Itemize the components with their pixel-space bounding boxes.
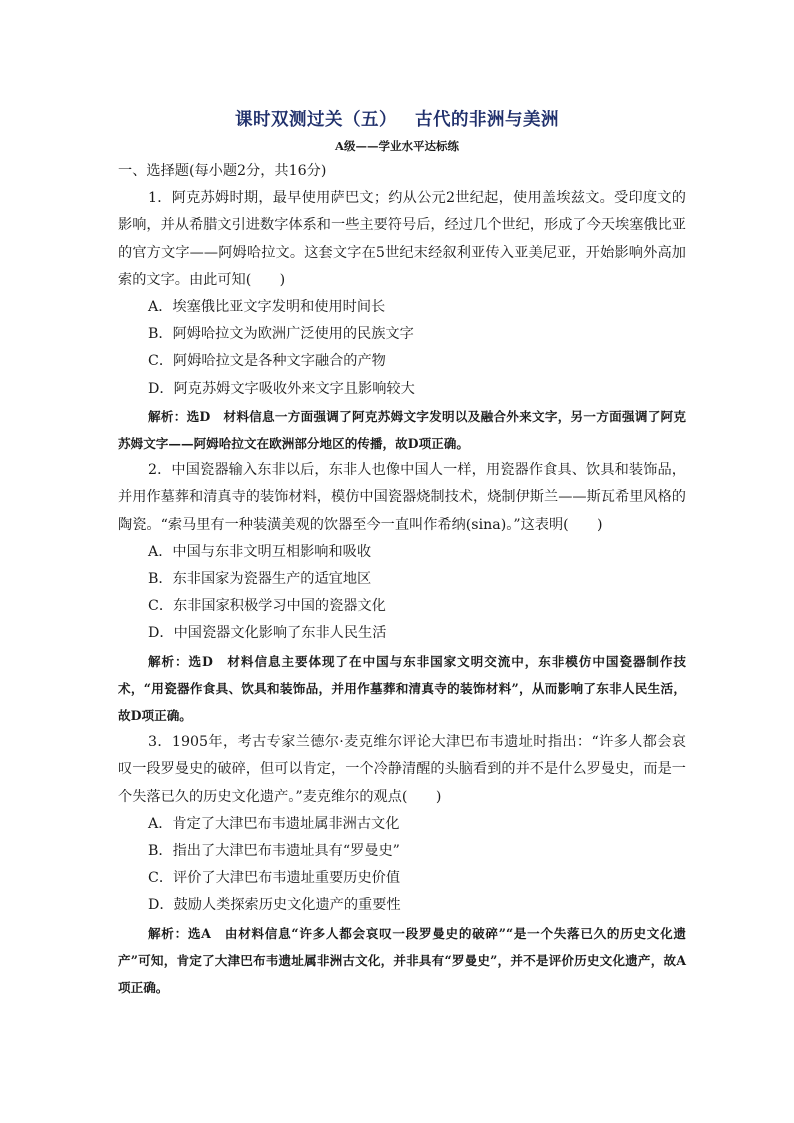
answer-analysis: 解析：选D 材料信息一方面强调了阿克苏姆文字发明以及融合外来文字，另一方面强调了阿克苏姆文字——阿姆哈拉文在欧洲部分地区的传播，故D项正确。 xyxy=(118,408,686,452)
answer-option: C．评价了大津巴布韦遗址重要历史价值 xyxy=(148,870,401,887)
answer-option: C．东非国家积极学习中国的瓷器文化 xyxy=(148,598,386,615)
answer-analysis: 解析：选D 材料信息主要体现了在中国与东非国家文明交流中，东非模仿中国瓷器制作技术，“用瓷器作食具、饮具和装饰品，并用作墓葬和清真寺的装饰材料”，从而影响了东非人民生活，故D项正确。 xyxy=(118,653,686,724)
question-stem: 2．中国瓷器输入东非以后，东非人也像中国人一样，用瓷器作食具、饮具和装饰品，并用作墓葬和清真寺的装饰材料，模仿中国瓷器烧制技术，烧制伊斯兰——斯瓦希里风格的陶瓷。“索马里有一种装潢美观的饮器至今一直叫作希纳(sina)。”这表明( ) xyxy=(118,462,686,533)
question-stem: 3．1905年，考古专家兰德尔·麦克维尔评论大津巴布韦遗址时指出：“许多人都会哀叹一段罗曼史的破碎，但可以肯定，一个冷静清醒的头脑看到的并不是什么罗曼史，而是一个失落已久的历史文化遗产。”麦克维尔的观点( ) xyxy=(118,734,686,805)
answer-option: A．埃塞俄比亚文字发明和使用时间长 xyxy=(148,299,386,316)
page-title xyxy=(0,106,794,131)
content-body xyxy=(118,158,686,1001)
answer-option: A．肯定了大津巴布韦遗址属非洲古文化 xyxy=(148,815,400,832)
answer-option: B．指出了大津巴布韦遗址具有“罗曼史” xyxy=(148,843,400,860)
level-subtitle: A级——学业水平达标练 xyxy=(335,139,459,153)
answer-option: D．鼓励人类探索历史文化遗产的重要性 xyxy=(148,897,401,914)
answer-option: D．中国瓷器文化影响了东非人民生活 xyxy=(148,625,387,642)
answer-analysis: 解析：选A 由材料信息“许多人都会哀叹一段罗曼史的破碎”“是一个失落已久的历史文化遗产”可知，肯定了大津巴布韦遗址属非洲古文化，并非具有“罗曼史”，并不是评价历史文化遗产，故A项正确。 xyxy=(118,925,686,996)
question-stem: 1．阿克苏姆时期，最早使用萨巴文；约从公元2世纪起，使用盖埃兹文。受印度文的影响，并从希腊文引进数字体系和一些主要符号后，经过几个世纪，形成了今天埃塞俄比亚的官方文字——阿姆哈拉文。这套文字在5世纪末经叙利亚传入亚美尼亚，开始影响外高加索的文字。由此可知( ) xyxy=(118,190,686,288)
title-topic: 古代的非洲与美洲 xyxy=(415,110,559,130)
answer-option: B．阿姆哈拉文为欧洲广泛使用的民族文字 xyxy=(148,326,414,343)
section-heading: 一、选择题(每小题2分，共16分) xyxy=(118,163,327,179)
answer-option: C．阿姆哈拉文是各种文字融合的产物 xyxy=(148,353,386,370)
answer-option: D．阿克苏姆文字吸收外来文字且影响较大 xyxy=(148,380,415,397)
answer-option: A．中国与东非文明互相影响和吸收 xyxy=(148,543,372,560)
title-series: 课时双测过关（五） xyxy=(235,110,397,130)
answer-option: B．东非国家为瓷器生产的适宜地区 xyxy=(148,571,372,588)
